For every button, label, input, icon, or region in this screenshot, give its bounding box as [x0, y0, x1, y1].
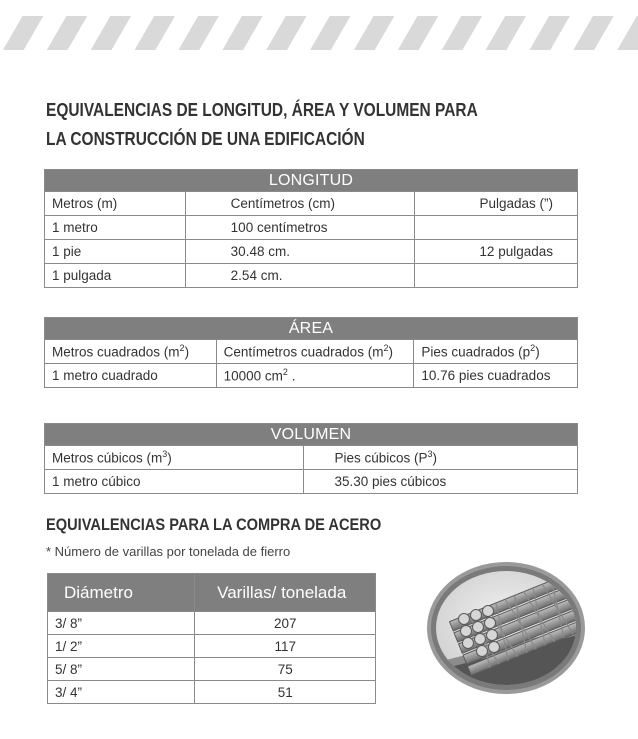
table-row: 3/ 4” 51: [48, 681, 376, 704]
steel-note: * Número de varillas por tonelada de fierro: [46, 544, 291, 559]
table-row: 3/ 8” 207: [48, 612, 376, 635]
area-table: [44, 317, 578, 388]
table-row: 1 pie 30.48 cm. 12 pulgadas: [45, 240, 578, 264]
column-header: Centímetros cuadrados $(m^2)$: [216, 340, 414, 364]
column-header: Metros (m): [45, 192, 186, 216]
table-row: 1 pulgada 2.54 cm.: [45, 264, 578, 288]
page-title: EQUIVALENCIAS DE LONGITUD, ÁREA Y VOLUMEN PARA LA CONSTRUCCIÓN DE UNA EDIFICACIÓN: [46, 100, 478, 149]
table-row: 1 metro 100 centímetros: [45, 216, 578, 240]
column-header: Pies cuadrados $(p^2)$: [414, 340, 578, 364]
table-header-row: [45, 446, 578, 470]
table-row: 1 metro cuadrado 10000 $cm^2$ . 10.76 pies cuadrados: [45, 364, 578, 388]
column-header: Metros cuadrados $(m^2)$: [45, 340, 217, 364]
table-row: 5/ 8” 75: [48, 658, 376, 681]
steel-table: [47, 573, 376, 704]
steel-section-title: EQUIVALENCIAS PARA LA COMPRA DE ACERO: [46, 515, 382, 534]
table-row: 1 metro cúbico 35.30 pies cúbicos: [45, 470, 578, 494]
longitud-table: [44, 169, 578, 288]
volumen-heading: VOLUMEN: [45, 424, 578, 446]
striped-header-band: [0, 16, 638, 50]
column-header: Varillas/ tonelada: [195, 574, 376, 612]
table-header-row: [45, 192, 578, 216]
table-header-row: [48, 574, 376, 612]
column-header: Diámetro: [48, 574, 195, 612]
column-header: Metros cúbicos $(m^3)$: [45, 446, 304, 470]
column-header: Pulgadas (”): [415, 192, 578, 216]
column-header: Centímetros (cm): [185, 192, 415, 216]
column-header: Pies cúbicos $(P^3)$: [304, 446, 578, 470]
table-row: 1/ 2” 117: [48, 635, 376, 658]
longitud-heading: LONGITUD: [45, 170, 578, 192]
area-heading: ÁREA: [45, 318, 578, 340]
rebar-bundle-icon: [426, 561, 586, 695]
volumen-table: [44, 423, 578, 494]
table-header-row: [45, 340, 578, 364]
